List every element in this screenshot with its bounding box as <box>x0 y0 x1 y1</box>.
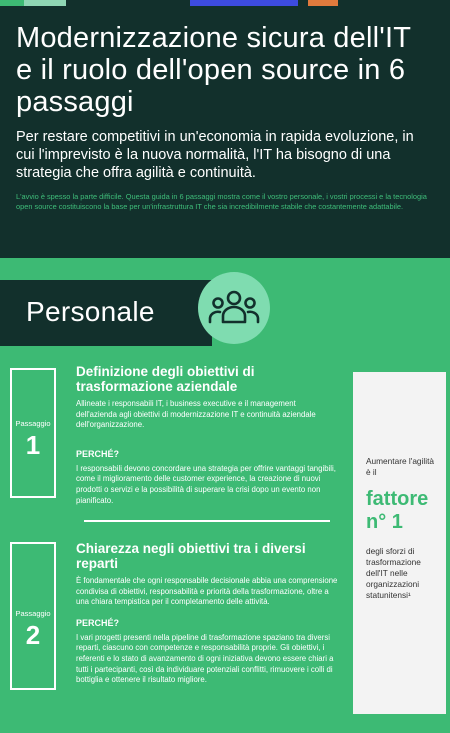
intro-small-text: L'avvio è spesso la parte difficile. Questa guida in 6 passaggi mostra come il vostro personale, i vostri processi e la tecnologia open source costituiscono la base per un'infrastruttura IT che sia incredibilmente stabile che costantemente adattabile. <box>16 192 427 211</box>
step-label: Passaggio <box>15 419 51 428</box>
step-number: 2 <box>25 620 41 650</box>
why-label: PERCHÉ? <box>76 617 120 628</box>
step-heading: Chiarezza negli obiettivi tra i diversi reparti <box>76 541 306 571</box>
stat-card <box>353 372 446 714</box>
header <box>0 6 450 258</box>
step-heading: Definizione degli obiettivi di trasformazione aziendale <box>76 364 255 394</box>
stat-highlight: fattore n° 1 <box>366 488 429 533</box>
step-text: Allineate i responsabili IT, i business executive e il management dell'azienda agli obiettivi di modernizzazione IT e continuità aziendale dell'organizzazione. <box>76 399 316 430</box>
step-1-box <box>10 368 56 498</box>
step-number: 1 <box>25 430 41 460</box>
step-divider <box>84 520 330 522</box>
stat-description: degli sforzi di trasformazione dell'IT nelle organizzazioni statunitensi¹ <box>366 546 421 600</box>
why-text: I responsabili devono concordare una strategia per offrire vantaggi tangibili, come il miglioramento delle customer experience, la creazione di nuovi prodotti o servizi e la possibilità di superare la crisi dopo un evento non pianificato. <box>76 463 336 505</box>
page-title: Modernizzazione sicura dell'IT e il ruolo dell'open source in 6 passaggi <box>16 22 411 118</box>
step-label: Passaggio <box>15 609 51 618</box>
stat-intro: Aumentare l'agilità è il <box>366 456 434 477</box>
section-title: Personale <box>26 296 155 327</box>
step-2-box <box>10 542 56 690</box>
why-label: PERCHÉ? <box>76 448 120 459</box>
people-icon <box>198 272 270 344</box>
step-text: È fondamentale che ogni responsabile decisionale abbia una comprensione condivisa di obiettivi, responsabilità e priorità della trasformazione, oltre a una chiara tempistica per il completamento delle attività. <box>76 576 338 607</box>
step-1-content <box>76 364 338 506</box>
intro-text: Per restare competitivi in un'economia in rapida evoluzione, in cui l'imprevisto è la nuova normalità, l'IT ha bisogno di una strategia che offra agilità e continuità. <box>16 129 414 181</box>
why-text: I vari progetti presenti nella pipeline di trasformazione spaziano tra diversi reparti, ciascuno con competenze e responsabilità proprie. Gli obiettivi, i referenti e lo stato di avanzamento di ogni iniziativa devono essere chiari a tutti i partecipanti, così da individuare potenziali conflitti, rimuovere i colli di bottiglia e ottenere il risultato migliore. <box>76 632 334 685</box>
step-2-content <box>76 541 338 686</box>
